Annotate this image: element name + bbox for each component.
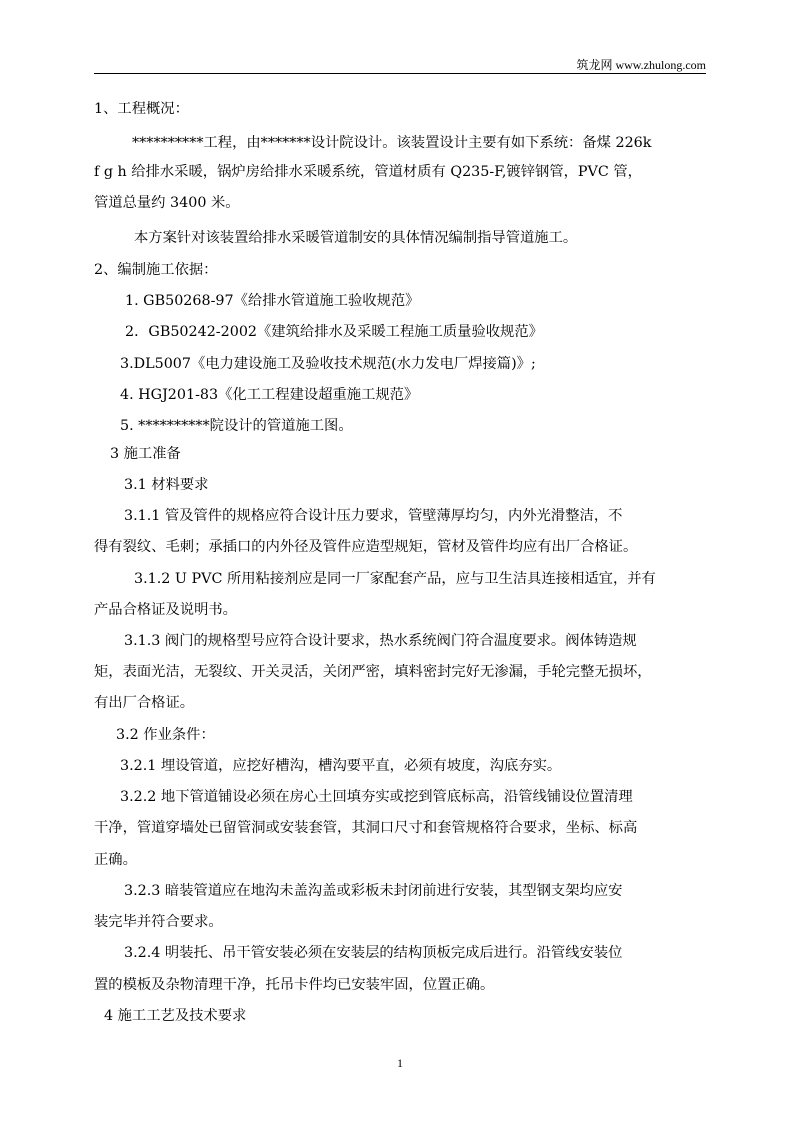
section-1-para-1-line-2: f g h 给排水采暖，锅炉房给排水采暖系统，管道材质有 Q235-F,镀锌钢管，PVC 管， (94, 164, 642, 180)
basis-item-3: 3.DL5007《电力建设施工及验收技术规范(水力发电厂焊接篇)》; (120, 356, 536, 372)
page-number: 1 (397, 1056, 403, 1070)
para-3-1-2-line-1: 3.1.2 U PVC 所用粘接剂应是同一厂家配套产品，应与卫生洁具连接相适宜，并有 (134, 571, 656, 587)
basis-item-4: 4. HGJ201-83《化工工程建设超重施工规范》 (120, 387, 419, 403)
basis-item-2: 2．GB50242-2002《建筑给排水及采暖工程施工质量验收规范》 (125, 324, 543, 340)
section-3-2-heading: 3.2 作业条件： (116, 727, 215, 743)
section-1-para-2: 本方案针对该装置给排水采暖管道制安的具体情况编制指导管道施工。 (134, 230, 578, 246)
para-3-2-3-line-1: 3.2.3 暗装管道应在地沟未盖沟盖或彩板未封闭前进行安装，其型钢支架均应安 (124, 883, 623, 899)
para-3-2-2-line-1: 3.2.2 地下管道铺设必须在房心土回填夯实或挖到管底标高，沿管线铺设位置清理 (120, 789, 633, 805)
header-site-text: 筑龙网 www.zhulong.com (576, 58, 706, 72)
para-3-2-2-line-2: 干净，管道穿墙处已留管洞或安装套管，其洞口尺寸和套管规格符合要求，坐标、标高 (94, 820, 638, 836)
para-3-1-1-line-2: 得有裂纹、毛刺；承插口的内外径及管件应造型规矩，管材及管件均应有出厂合格证。 (94, 539, 638, 555)
para-3-2-4-line-1: 3.2.4 明装托、吊干管安装必须在安装层的结构顶板完成后进行。沿管线安装位 (124, 945, 623, 961)
section-3-heading: 3 施工准备 (110, 446, 181, 462)
section-1-para-1-line-1: **********工程，由*******设计院设计。该装置设计主要有如下系统：备煤 226k (132, 135, 652, 151)
para-3-1-3-line-1: 3.1.3 阀门的规格型号应符合设计要求，热水系统阀门符合温度要求。阀体铸造规 (124, 633, 637, 649)
section-4-heading: 4 施工工艺及技术要求 (104, 1008, 247, 1024)
header-divider (94, 73, 706, 74)
section-1-heading: 1、工程概况： (94, 101, 189, 117)
para-3-2-4-line-2: 置的模板及杂物清理干净，托吊卡件均已安装牢固，位置正确。 (94, 977, 495, 993)
para-3-1-3-line-3: 有出厂合格证。 (94, 695, 195, 711)
para-3-1-3-line-2: 矩，表面光洁，无裂纹、开关灵活，关闭严密，填料密封完好无渗漏，手轮完整无损坏， (94, 664, 652, 680)
basis-item-5: 5. **********院设计的管道施工图。 (120, 418, 353, 434)
para-3-1-2-line-2: 产品合格证及说明书。 (94, 602, 237, 618)
para-3-2-2-line-3: 正确。 (94, 852, 137, 868)
section-2-heading: 2、编制施工依据： (94, 262, 218, 278)
para-3-2-3-line-2: 装完毕并符合要求。 (94, 914, 223, 930)
para-3-1-1-line-1: 3.1.1 管及管件的规格应符合设计压力要求，管壁薄厚均匀，内外光滑整洁，不 (124, 508, 623, 524)
para-3-2-1: 3.2.1 埋设管道，应挖好槽沟，槽沟要平直，必须有坡度，沟底夯实。 (120, 758, 562, 774)
basis-item-1: 1. GB50268-97《给排水管道施工验收规范》 (125, 293, 420, 309)
section-1-para-1-line-3: 管道总量约 3400 米。 (94, 195, 240, 211)
section-3-1-heading: 3.1 材料要求 (124, 477, 209, 493)
